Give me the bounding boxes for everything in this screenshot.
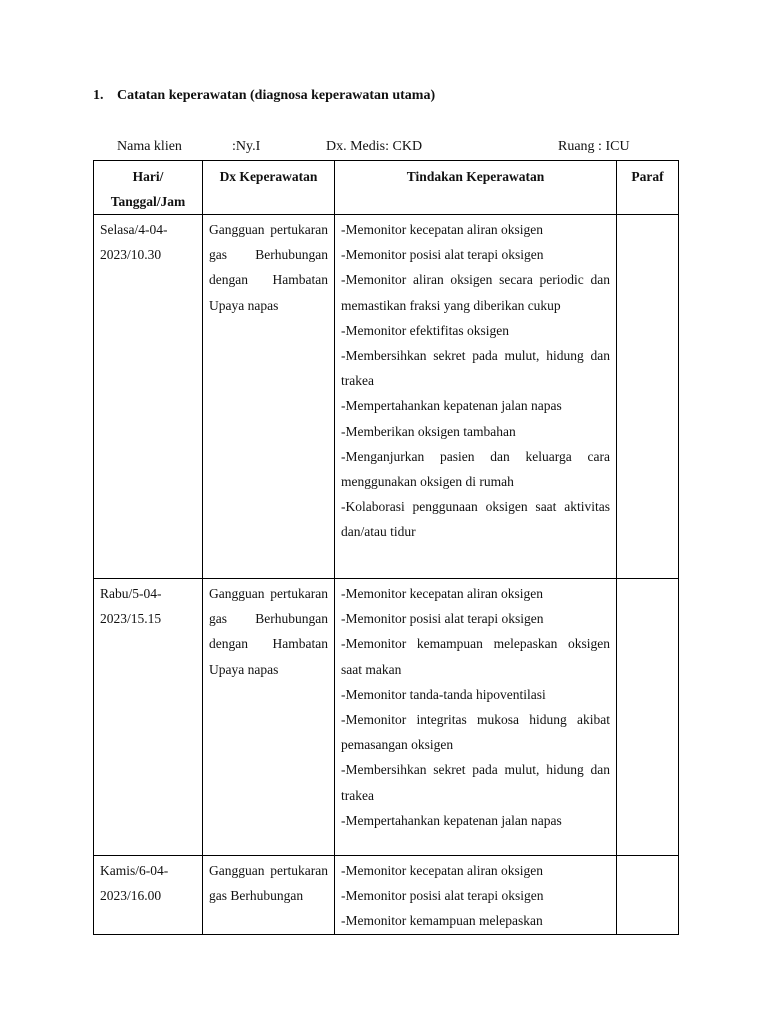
room: Ruang : ICU bbox=[558, 139, 630, 154]
header-date: Hari/ Tanggal/Jam bbox=[94, 161, 203, 215]
row-diagnosis: Gangguan pertukaran gas Berhubungan dengan Hambatan Upaya napas bbox=[203, 215, 335, 579]
action-item: -Memonitor kemampuan melepaskan oksigen saat makan bbox=[341, 636, 610, 677]
row-sign bbox=[617, 856, 679, 935]
action-item: -Memonitor integritas mukosa hidung akibat pemasangan oksigen bbox=[341, 712, 610, 753]
action-item: -Memonitor posisi alat terapi oksigen bbox=[341, 247, 544, 263]
action-item: -Memberikan oksigen tambahan bbox=[341, 423, 516, 439]
action-item: -Mempertahankan kepatenan jalan napas bbox=[341, 812, 562, 828]
row-date: Kamis/6-04-2023/16.00 bbox=[94, 856, 203, 935]
action-item: -Kolaborasi penggunaan oksigen saat aktivitas dan/atau tidur bbox=[341, 499, 610, 540]
action-item: -Memonitor posisi alat terapi oksigen bbox=[341, 888, 544, 904]
header-dx: Dx Keperawatan bbox=[203, 161, 335, 215]
action-item: -Memonitor posisi alat terapi oksigen bbox=[341, 611, 544, 627]
row-sign bbox=[617, 215, 679, 579]
table-row bbox=[94, 856, 679, 935]
row-diagnosis: Gangguan pertukaran gas Berhubungan dengan Hambatan Upaya napas bbox=[203, 579, 335, 856]
row-sign bbox=[617, 579, 679, 856]
header-actions: Tindakan Keperawatan bbox=[335, 161, 617, 215]
action-item: -Membersihkan sekret pada mulut, hidung dan trakea bbox=[341, 348, 610, 389]
row-date: Selasa/4-04-2023/10.30 bbox=[94, 215, 203, 579]
action-item: -Menganjurkan pasien dan keluarga cara menggunakan oksigen di rumah bbox=[341, 448, 610, 490]
row-date: Rabu/5-04-2023/15.15 bbox=[94, 579, 203, 856]
row-diagnosis: Gangguan pertukaran gas Berhubungan bbox=[203, 856, 335, 935]
section-heading bbox=[93, 88, 435, 104]
table-header-row bbox=[94, 161, 679, 215]
client-label: Nama klien bbox=[117, 139, 182, 154]
table-row bbox=[94, 579, 679, 856]
action-item: -Membersihkan sekret pada mulut, hidung dan trakea bbox=[341, 762, 610, 803]
table-row bbox=[94, 215, 679, 579]
row-actions bbox=[335, 579, 617, 856]
row-actions bbox=[335, 856, 617, 935]
action-item: -Memonitor kecepatan aliran oksigen bbox=[341, 586, 544, 601]
section-number: 1. bbox=[93, 88, 104, 103]
action-item: -Memonitor kecepatan aliran oksigen bbox=[341, 863, 544, 878]
header-sign: Paraf bbox=[617, 161, 679, 215]
client-value: :Ny.I bbox=[232, 139, 261, 154]
action-item: -Memonitor aliran oksigen secara periodic dan memastikan fraksi yang diberikan cukup bbox=[341, 272, 610, 313]
section-title: Catatan keperawatan (diagnosa keperawatan utama) bbox=[117, 88, 436, 103]
nursing-notes-table bbox=[93, 160, 679, 935]
medical-diagnosis: Dx. Medis: CKD bbox=[326, 139, 423, 154]
action-item: -Memonitor tanda-tanda hipoventilasi bbox=[341, 686, 546, 702]
action-item: -Memonitor kemampuan melepaskan bbox=[341, 913, 543, 929]
action-item: -Mempertahankan kepatenan jalan napas bbox=[341, 398, 562, 414]
action-item: -Memonitor efektifitas oksigen bbox=[341, 322, 509, 338]
action-item: -Memonitor kecepatan aliran oksigen bbox=[341, 222, 544, 237]
row-actions bbox=[335, 215, 617, 579]
